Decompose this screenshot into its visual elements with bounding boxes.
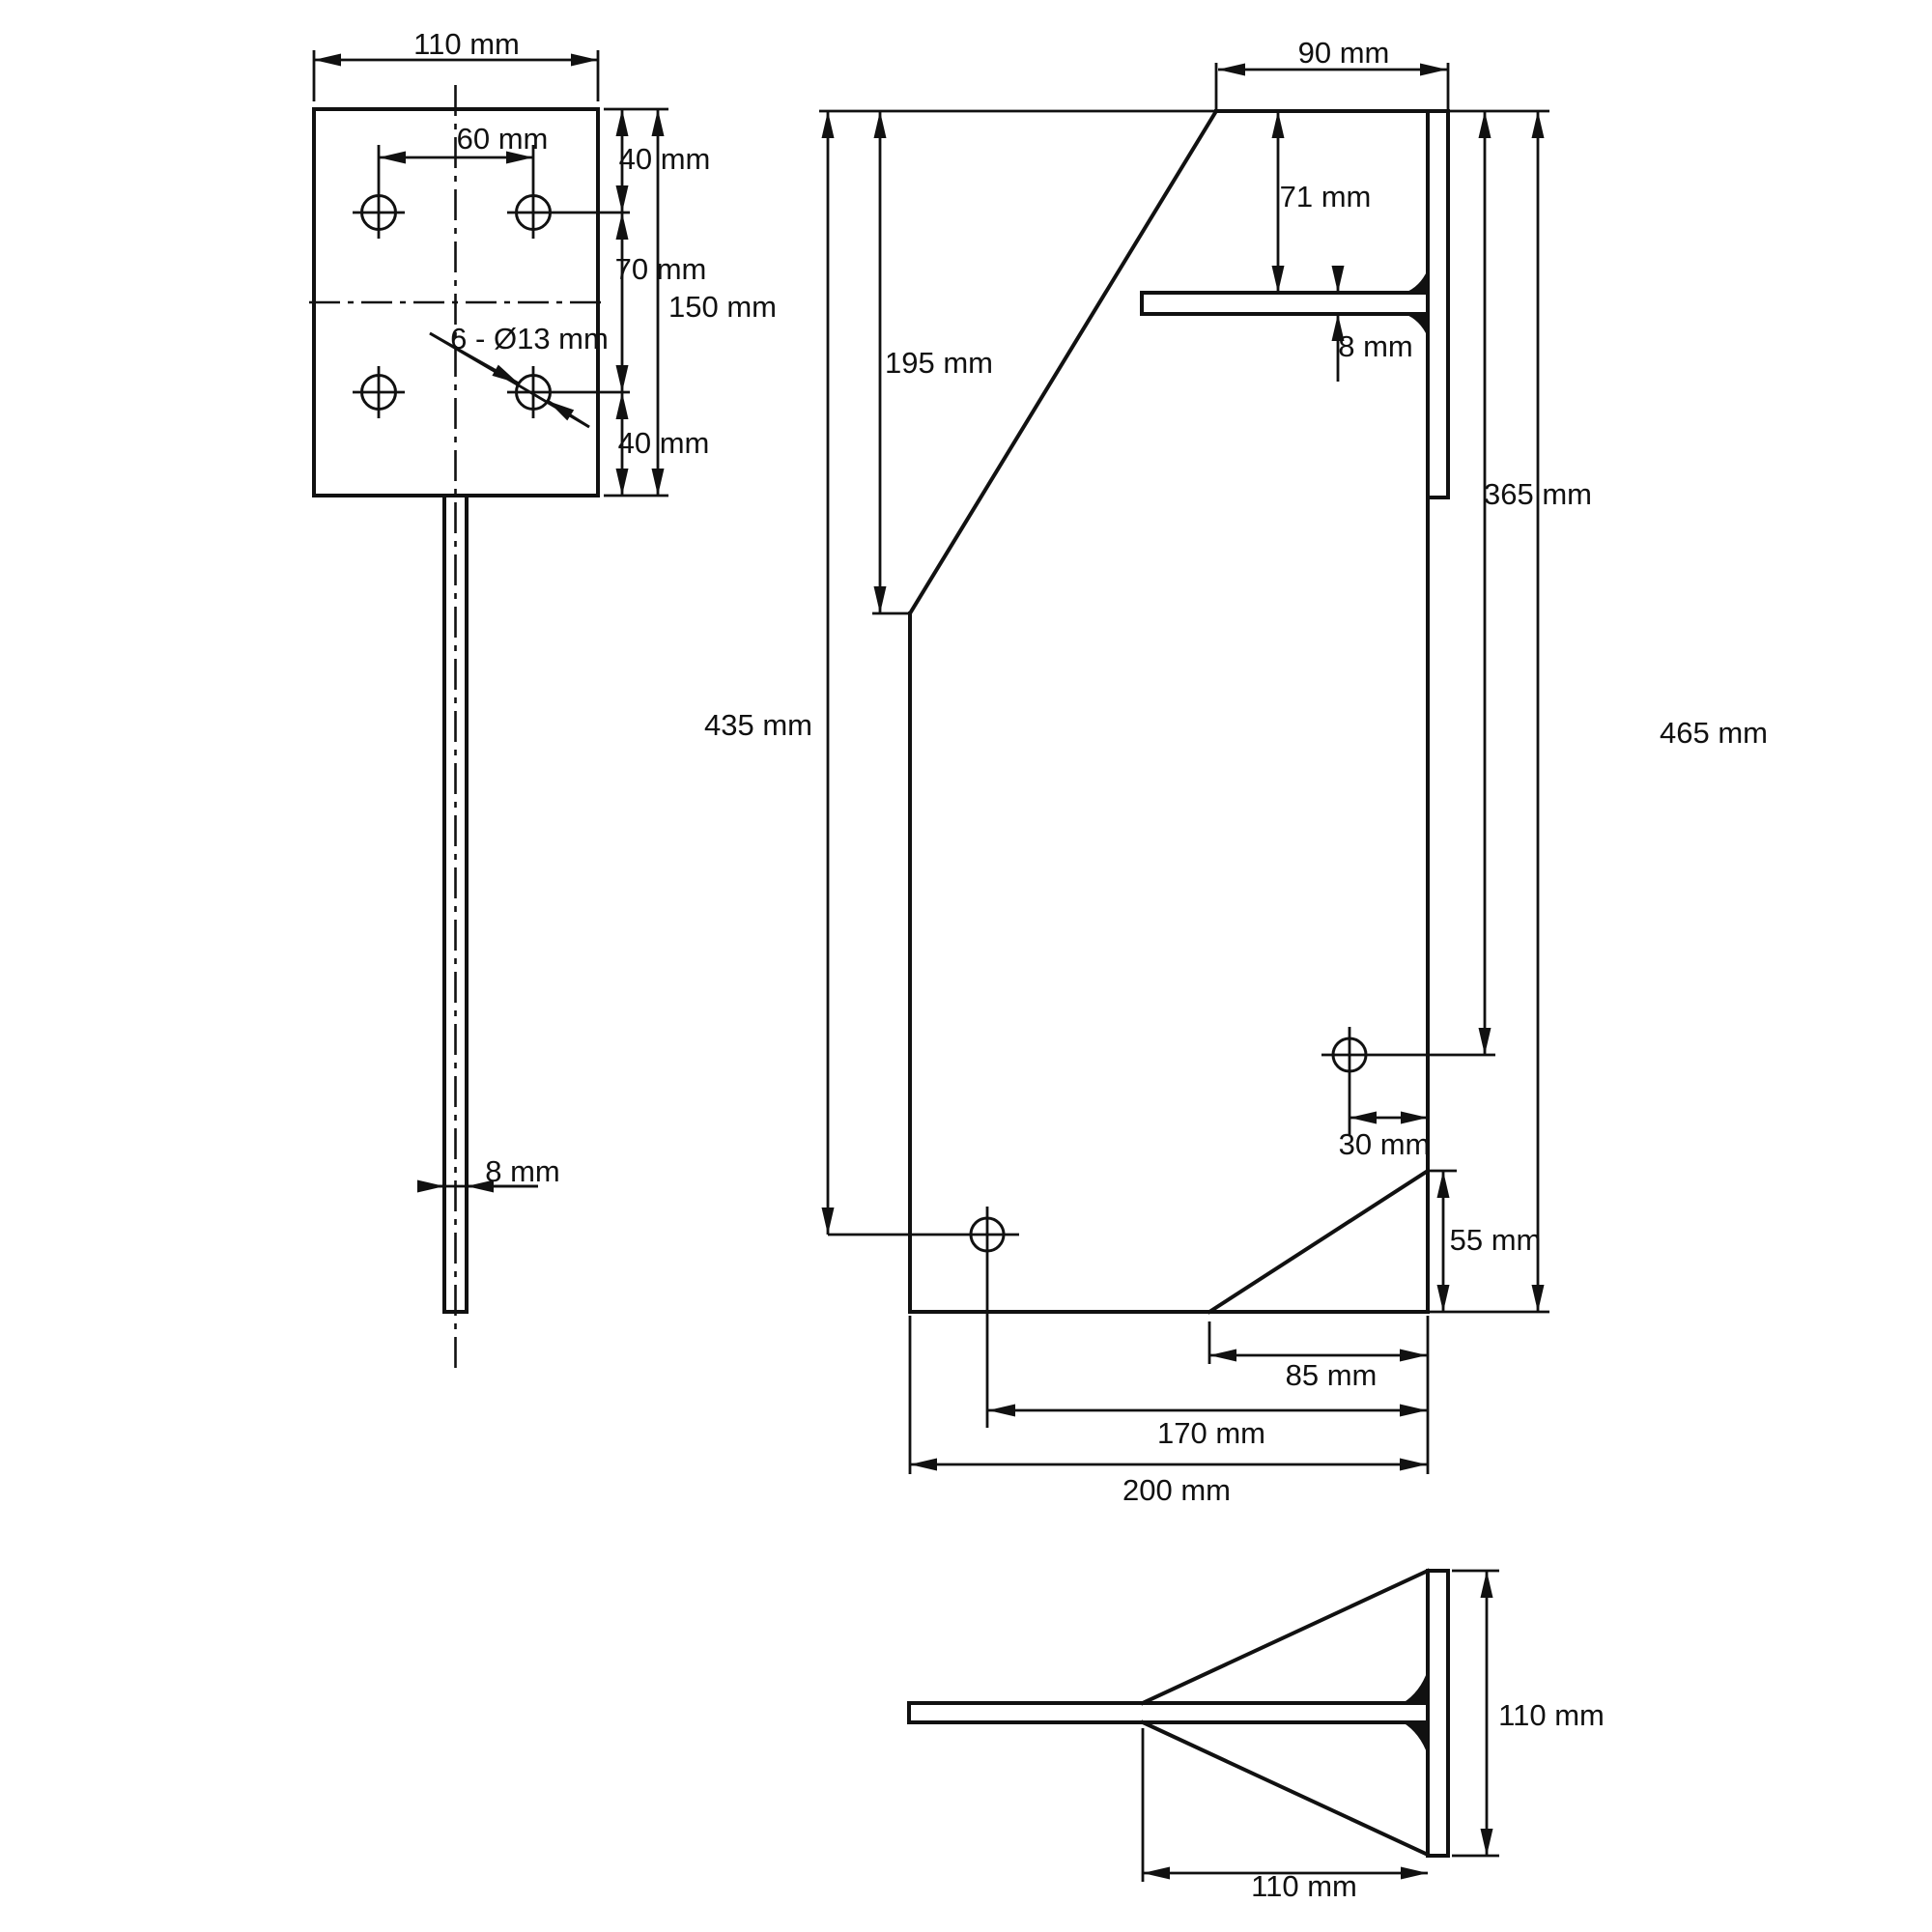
dim-label-shelf-offset: 71 mm [1279, 180, 1372, 213]
side-view [704, 36, 1768, 1507]
dim-label-front-height: 435 mm [704, 708, 812, 742]
front-view [309, 27, 777, 1372]
dim-label-total-depth: 200 mm [1122, 1473, 1231, 1507]
dim-label-taper-height: 195 mm [885, 346, 993, 380]
dim-label-front-width: 110 mm [413, 27, 520, 61]
dim-label-web-thickness: 8 mm [485, 1154, 560, 1188]
dim-label-gusset-depth: 85 mm [1285, 1358, 1378, 1392]
dim-label-row-spacing: 70 mm [614, 252, 707, 286]
dim-label-top-margin: 40 mm [618, 142, 711, 176]
dim-label-hole-offset-top: 365 mm [1484, 477, 1592, 511]
weld-fillet [1403, 1670, 1428, 1703]
dim-label-plate-height: 150 mm [668, 290, 777, 324]
dim-label-shelf-thickness: 8 mm [1338, 329, 1413, 363]
dim-label-total-height: 465 mm [1660, 716, 1768, 750]
bottom-gusset-upper-edge [1143, 1571, 1428, 1703]
weld-fillet [1403, 1722, 1428, 1755]
leader-arrow [548, 401, 589, 427]
dim-label-hole-spacing: 60 mm [456, 122, 549, 156]
front-holes [353, 145, 630, 418]
dim-label-hole-offset-back: 30 mm [1338, 1127, 1431, 1161]
gusset-diagonal-edge [1209, 1171, 1428, 1312]
weld-fillet [1405, 270, 1428, 293]
dim-label-top-depth: 90 mm [1297, 36, 1390, 70]
dim-label-plate-width: 110 mm [1498, 1698, 1605, 1732]
dim-label-gusset-width: 110 mm [1251, 1869, 1357, 1903]
bottom-gusset-lower-edge [1143, 1722, 1428, 1855]
bottom-back-plate [1428, 1571, 1448, 1856]
dim-label-gusset-height: 55 mm [1449, 1223, 1542, 1257]
dim-label-bottom-margin: 40 mm [617, 426, 710, 460]
dim-label-holes-note: 6 - Ø13 mm [450, 322, 609, 355]
dim-label-hole-depth: 170 mm [1157, 1416, 1265, 1450]
bottom-view [909, 1571, 1605, 1903]
